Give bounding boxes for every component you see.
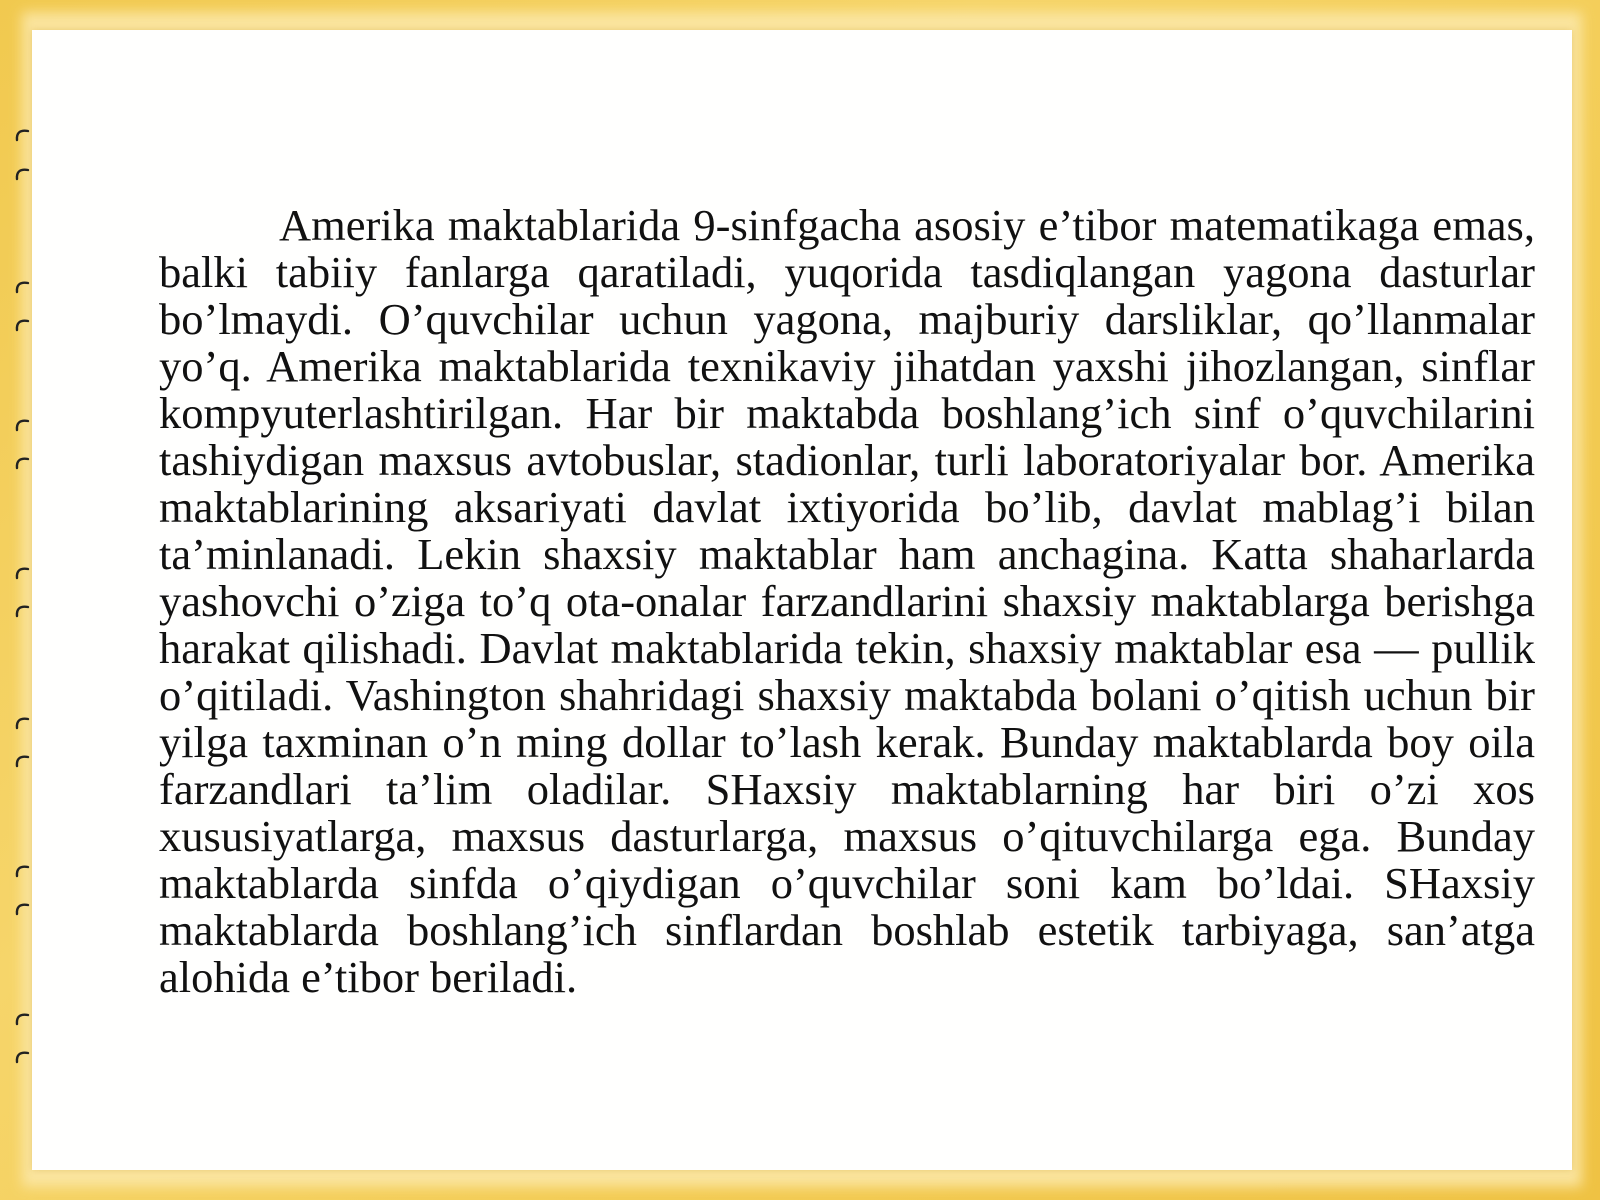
binder-rings — [10, 0, 40, 1200]
notebook-ring-icon — [10, 280, 32, 294]
slide-sheet — [32, 30, 1572, 1170]
body-paragraph: Amerika maktablarida 9-sinfgacha asosiy e’tibor matematikaga emas, balki tabiiy fanlarga qaratiladi, yuqorida tasdiqlangan yagona dasturlar bo’lmaydi. O’quvchilar uchun yagona, majburiy darsliklar, qo’llanmalar yo’q. Amerika maktablarida texnikaviy jihatdan yaxshi jihozlangan, sinflar kompyuterlashtirilgan. Har bir maktabda boshlang’ich sinf o’quvchilarini tashiydigan maxsus avtobuslar, stadionlar, turli laboratoriyalar bor. Amerika maktablarining aksariyati davlat ixtiyorida bo’lib, davlat mablag’i bilan ta’minlanadi. Lekin shaxsiy maktablar ham anchagina. Katta shaharlarda yashovchi o’ziga to’q ota-onalar farzandlarini shaxsiy maktablarga berishga harakat qilishadi. Davlat maktablarida tekin, shaxsiy maktablar esa — pullik o’qitiladi. Vashington shahridagi shaxsiy maktabda bolani o’qitish uchun bir yilga taxminan o’n ming dollar to’lash kerak. Bunday maktablarda boy oila farzandlari ta’lim oladilar. SHaxsiy maktablarning har biri o’zi xos xususiyatlarga, maxsus dasturlarga, maxsus o’qituvchilarga ega. Bunday maktablarda sinfda o’qiydigan o’quvchilar soni kam bo’ldai. SHaxsiy maktablarda boshlang’ich sinflardan boshlab estetik tarbiyaga, san’atga alohida e’tibor beriladi. — [159, 200, 1535, 1002]
notebook-ring-icon — [10, 716, 32, 730]
notebook-ring-icon — [10, 128, 32, 142]
notebook-ring-icon — [10, 456, 32, 470]
notebook-ring-icon — [10, 1012, 32, 1026]
notebook-ring-icon — [10, 318, 32, 332]
notebook-ring-icon — [10, 864, 32, 878]
notebook-ring-icon — [10, 566, 32, 580]
notebook-ring-icon — [10, 604, 32, 618]
notebook-ring-icon — [10, 902, 32, 916]
notebook-ring-icon — [10, 167, 32, 181]
notebook-ring-icon — [10, 1050, 32, 1064]
notebook-ring-icon — [10, 754, 32, 768]
notebook-ring-icon — [10, 418, 32, 432]
